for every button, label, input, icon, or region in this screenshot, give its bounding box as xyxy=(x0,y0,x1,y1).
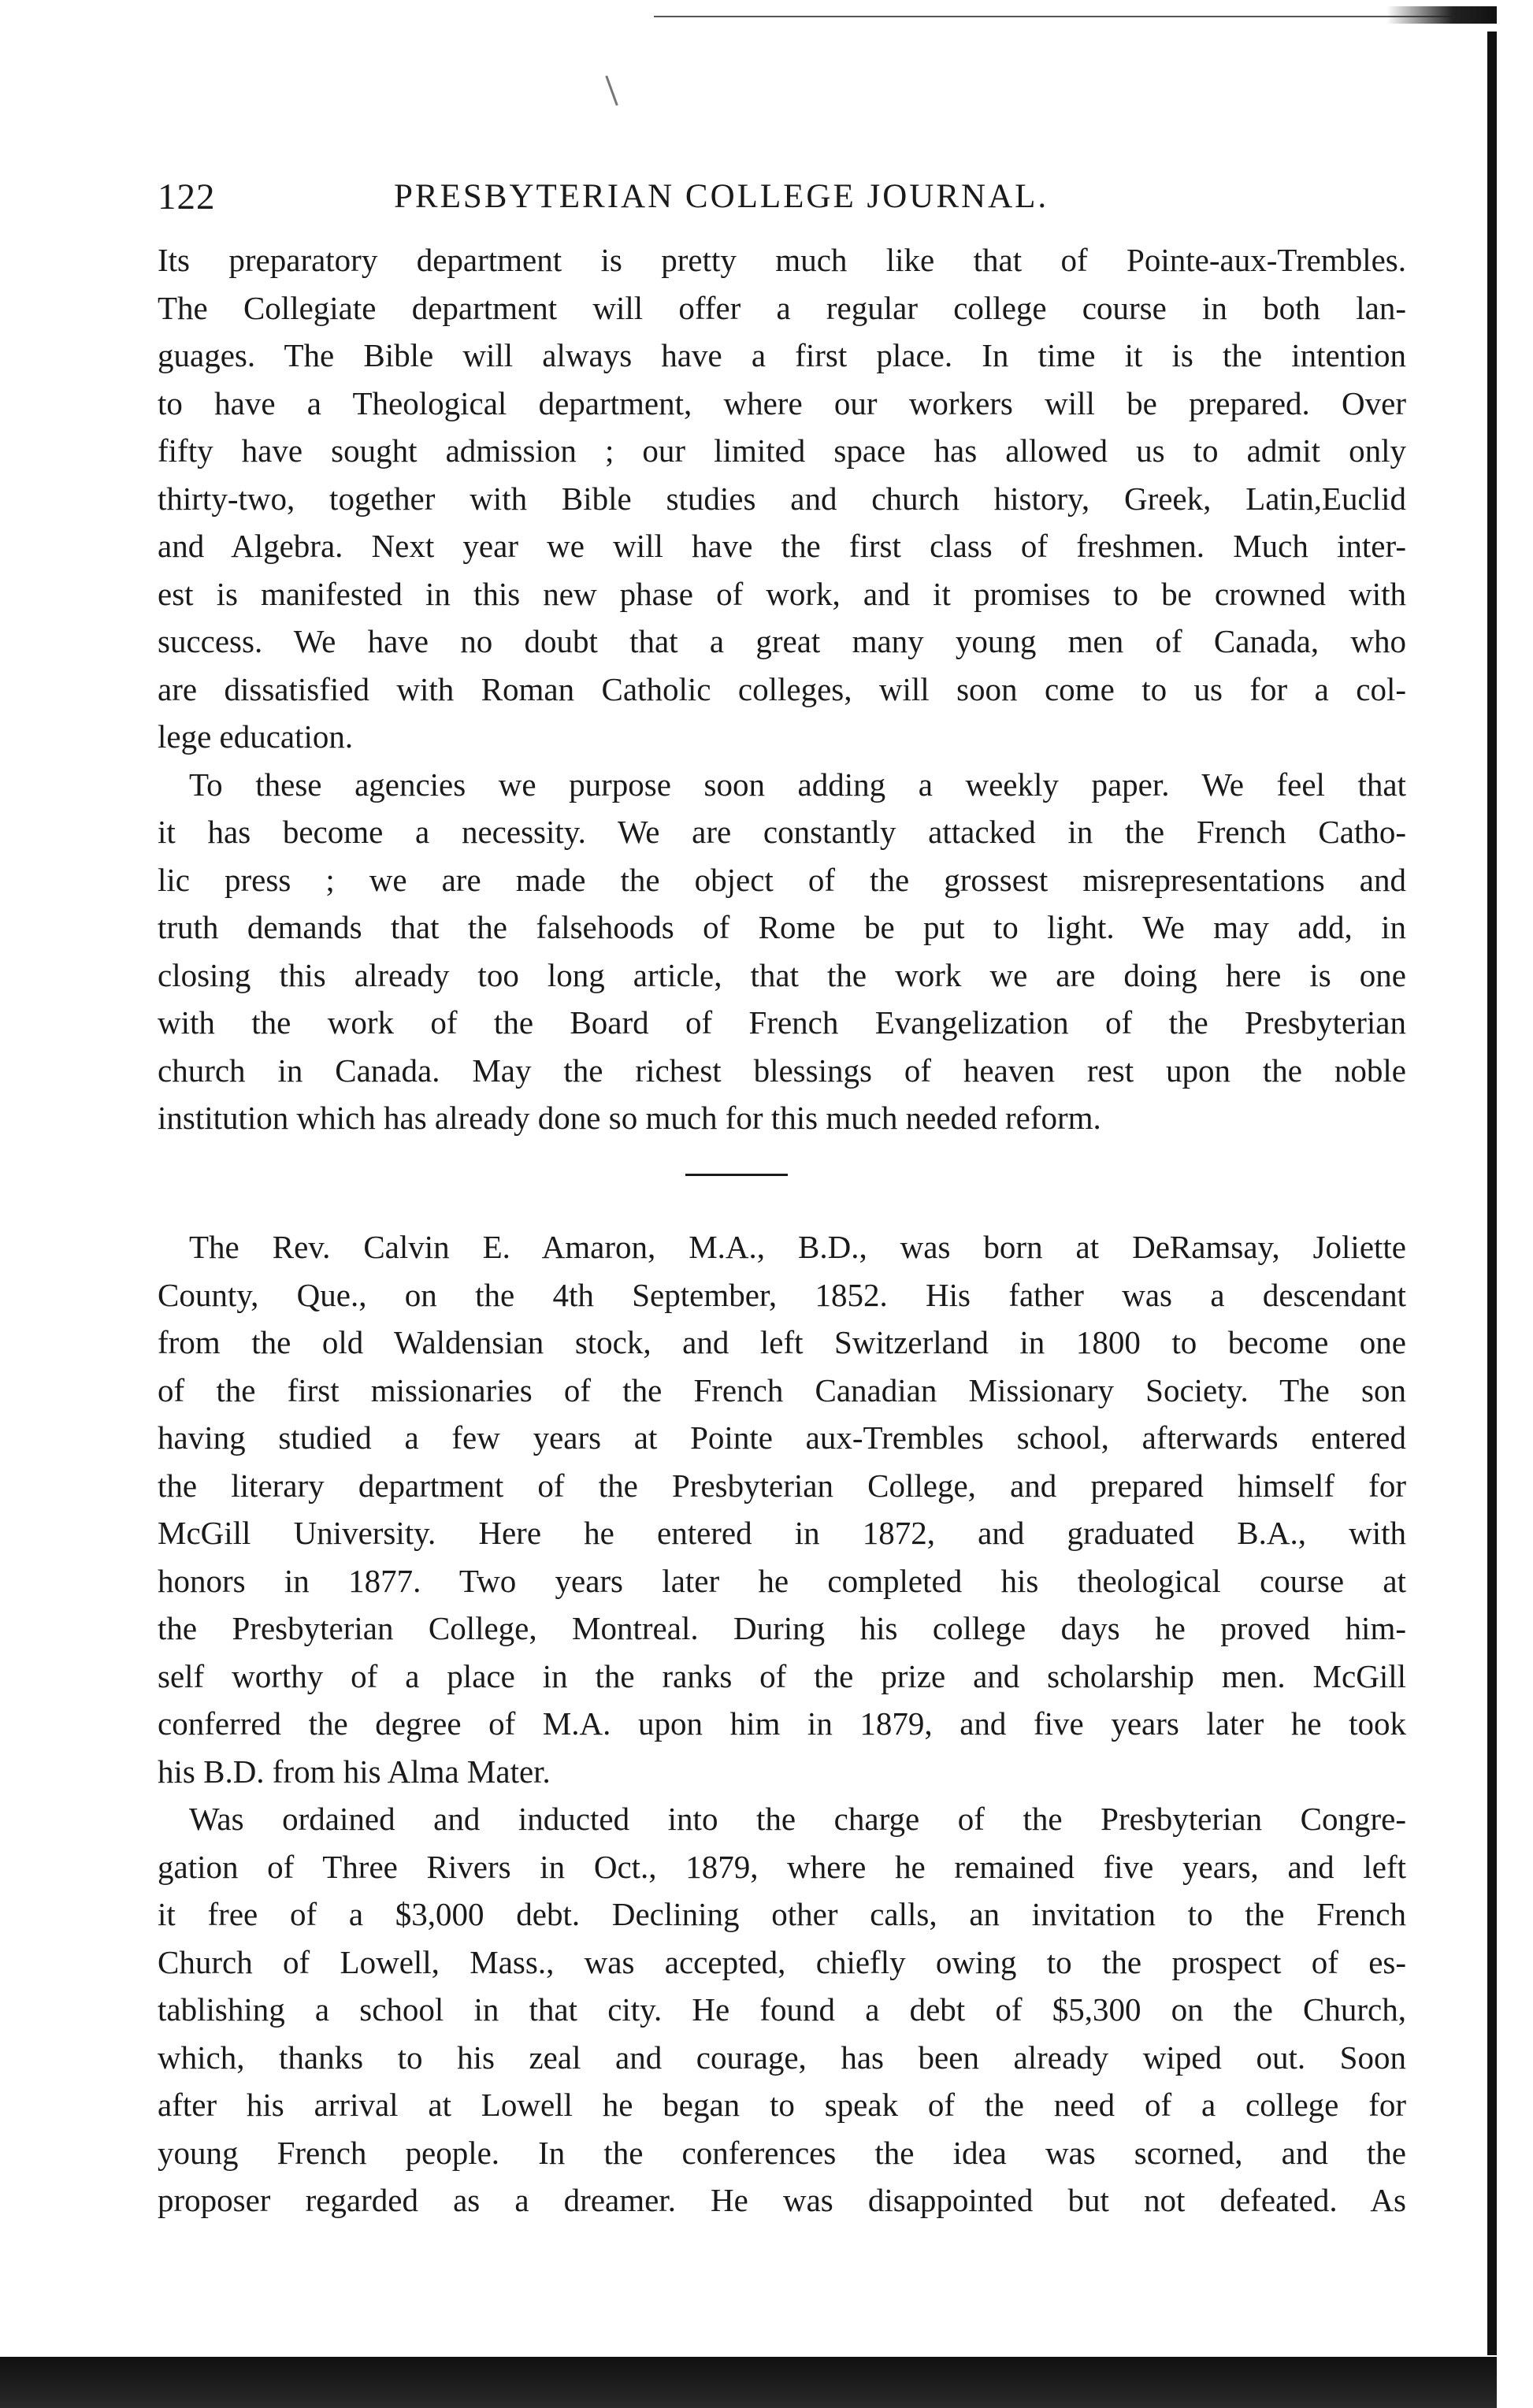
text-line: having studied a few years at Pointe aux-Trembles school, afterwards entered xyxy=(158,1419,1406,1456)
text-line: it has become a necessity. We are constantly attacked in the French Catho- xyxy=(158,814,1406,850)
text-line: lic press ; we are made the object of the grossest misrepresentations and xyxy=(158,861,1406,898)
text-line: from the old Waldensian stock, and left Switzerland in 1800 to become one xyxy=(158,1324,1406,1360)
paragraph-preparatory-department xyxy=(158,236,1406,761)
page-header xyxy=(158,169,1410,224)
scan-artifact-mark xyxy=(605,76,618,106)
text-line: institution which has already done so much for this much needed reform. xyxy=(158,1100,1101,1136)
text-line: with the work of the Board of French Evangelization of the Presbyterian xyxy=(158,1004,1406,1041)
paragraph-weekly-paper xyxy=(158,761,1406,1142)
text-line: County, Que., on the 4th September, 1852. His father was a descendant xyxy=(158,1276,1406,1313)
text-line: lege education. xyxy=(158,718,354,755)
section-divider xyxy=(685,1174,788,1176)
scan-top-right-shadow xyxy=(1386,6,1497,24)
text-line: it free of a $3,000 debt. Declining other calls, an invitation to the French xyxy=(158,1896,1406,1932)
text-line: The Collegiate department will offer a regular college course in both lan- xyxy=(158,289,1406,326)
page-number: 122 xyxy=(158,176,216,217)
biography-article xyxy=(158,1223,1406,2224)
text-line: to have a Theological department, where our workers will be prepared. Over xyxy=(158,384,1406,421)
running-title: PRESBYTERIAN COLLEGE JOURNAL. xyxy=(394,178,1049,215)
text-line: gation of Three Rivers in Oct., 1879, where he remained five years, and left xyxy=(158,1848,1406,1885)
text-line: conferred the degree of M.A. upon him in 1879, and five years later he took xyxy=(158,1705,1406,1742)
text-line: success. We have no doubt that a great many young men of Canada, who xyxy=(158,623,1406,659)
text-line: fifty have sought admission ; our limited space has allowed us to admit only xyxy=(158,432,1406,469)
text-line: proposer regarded as a dreamer. He was disappointed but not defeated. As xyxy=(158,2182,1406,2218)
text-line: Was ordained and inducted into the charge of the Presbyterian Congre- xyxy=(189,1801,1406,1837)
text-line: Its preparatory department is pretty much like that of Pointe-aux-Trembles. xyxy=(158,242,1406,278)
scan-right-edge xyxy=(1487,32,1497,2355)
paragraph-biography-early-life xyxy=(158,1223,1406,1795)
text-line: after his arrival at Lowell he began to speak of the need of a college for xyxy=(158,2087,1406,2123)
text-line: guages. The Bible will always have a first place. In time it is the intention xyxy=(158,337,1406,373)
scan-top-border xyxy=(654,16,1481,17)
text-line: closing this already too long article, that the work we are doing here is one xyxy=(158,956,1406,993)
text-line: honors in 1877. Two years later he completed his theological course at xyxy=(158,1562,1406,1599)
text-line: his B.D. from his Alma Mater. xyxy=(158,1753,551,1790)
article-continuation xyxy=(158,236,1406,1142)
scan-bottom-edge xyxy=(0,2357,1497,2408)
paragraph-biography-ministry xyxy=(158,1795,1406,2224)
text-line: young French people. In the conferences the idea was scorned, and the xyxy=(158,2134,1406,2171)
text-line: thirty-two, together with Bible studies and church history, Greek, Latin,Euclid xyxy=(158,480,1406,517)
text-line: of the first missionaries of the French Canadian Missionary Society. The son xyxy=(158,1371,1406,1408)
text-line: the Presbyterian College, Montreal. During his college days he proved him- xyxy=(158,1610,1406,1646)
text-line: church in Canada. May the richest blessings of heaven rest upon the noble xyxy=(158,1052,1406,1089)
text-line: Church of Lowell, Mass., was accepted, chiefly owing to the prospect of es- xyxy=(158,1943,1406,1980)
text-line: self worthy of a place in the ranks of the prize and scholarship men. McGill xyxy=(158,1657,1406,1694)
text-line: and Algebra. Next year we will have the first class of freshmen. Much inter- xyxy=(158,528,1406,564)
text-line: are dissatisfied with Roman Catholic colleges, will soon come to us for a col- xyxy=(158,670,1406,707)
text-line: McGill University. Here he entered in 1872, and graduated B.A., with xyxy=(158,1515,1406,1551)
text-line: The Rev. Calvin E. Amaron, M.A., B.D., was born at DeRamsay, Joliette xyxy=(189,1229,1406,1265)
text-line: tablishing a school in that city. He found a debt of $5,300 on the Church, xyxy=(158,1991,1406,2028)
text-line: truth demands that the falsehoods of Rome be put to light. We may add, in xyxy=(158,909,1406,945)
text-line: the literary department of the Presbyterian College, and prepared himself for xyxy=(158,1467,1406,1504)
text-line: est is manifested in this new phase of work, and it promises to be crowned with xyxy=(158,575,1406,612)
text-line: which, thanks to his zeal and courage, has been already wiped out. Soon xyxy=(158,2039,1406,2076)
text-line: To these agencies we purpose soon adding a weekly paper. We feel that xyxy=(189,766,1406,803)
